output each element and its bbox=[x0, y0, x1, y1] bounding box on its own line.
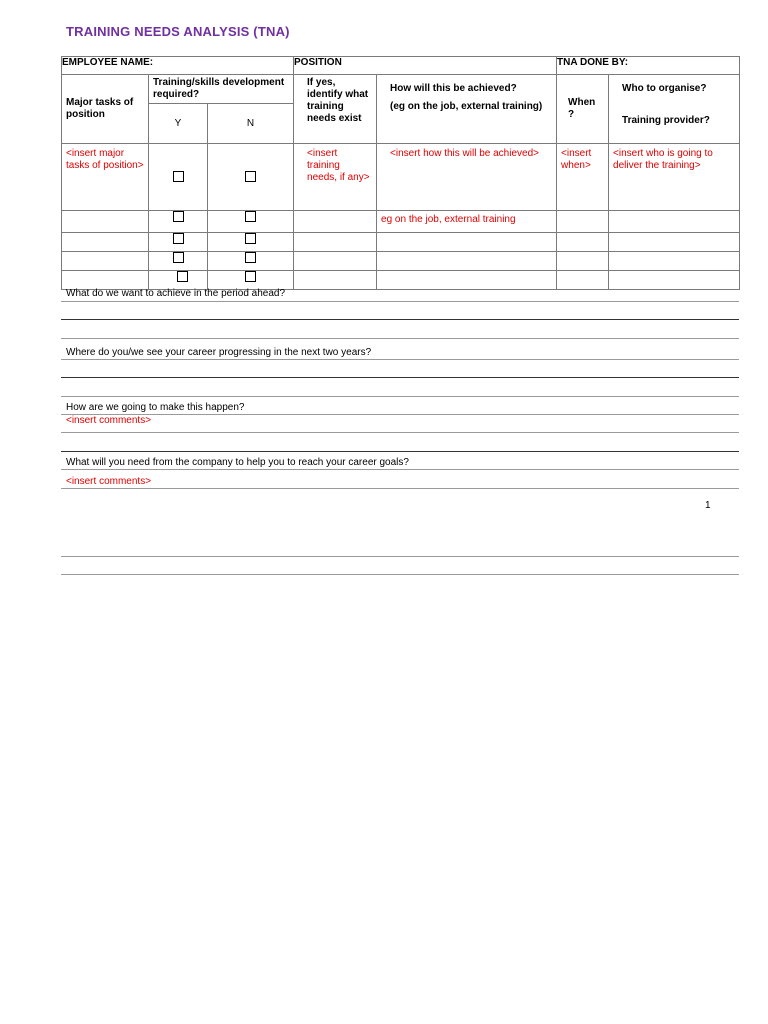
training-provider-title: Training provider? bbox=[622, 115, 710, 126]
checkbox-y-4[interactable] bbox=[173, 252, 184, 263]
how-achieved-placeholder[interactable]: <insert how this will be achieved> bbox=[377, 144, 557, 211]
checkbox-y-5[interactable] bbox=[177, 271, 188, 282]
position-label: POSITION bbox=[294, 57, 557, 75]
cell[interactable] bbox=[377, 252, 557, 271]
checkbox-n-3[interactable] bbox=[245, 233, 256, 244]
page-title: TRAINING NEEDS ANALYSIS (TNA) bbox=[66, 24, 290, 39]
answer-line[interactable] bbox=[61, 338, 739, 339]
checkbox-y-1[interactable] bbox=[173, 171, 184, 182]
cell[interactable] bbox=[294, 211, 377, 233]
cell[interactable] bbox=[609, 271, 740, 290]
cell[interactable] bbox=[62, 233, 149, 252]
who-placeholder[interactable]: <insert who is going to deliver the training> bbox=[609, 144, 740, 211]
cell[interactable] bbox=[557, 233, 609, 252]
question-make-happen: How are we going to make this happen? bbox=[66, 402, 245, 413]
checkbox-y-3[interactable] bbox=[173, 233, 184, 244]
tna-done-by-label: TNA DONE BY: bbox=[557, 57, 740, 75]
checkbox-cell-y bbox=[149, 144, 208, 211]
col-n-header: N bbox=[208, 104, 294, 144]
col-who-header bbox=[609, 75, 740, 144]
checkbox-cell-n bbox=[208, 233, 294, 252]
cell[interactable] bbox=[377, 271, 557, 290]
training-needs-placeholder[interactable]: <insert training needs, if any> bbox=[294, 144, 377, 211]
cell[interactable] bbox=[294, 271, 377, 290]
answer-line[interactable] bbox=[61, 488, 739, 489]
major-tasks-placeholder[interactable]: <insert major tasks of position> bbox=[62, 144, 149, 211]
answer-line[interactable] bbox=[61, 574, 739, 575]
col-if-yes-header: If yes, identify what training needs exist bbox=[294, 75, 377, 144]
tna-table bbox=[61, 56, 740, 290]
how-achieved-title: How will this be achieved? bbox=[390, 83, 517, 94]
employee-name-label: EMPLOYEE NAME: bbox=[62, 57, 294, 75]
cell[interactable] bbox=[62, 252, 149, 271]
answer-line[interactable] bbox=[61, 301, 739, 302]
answer-line[interactable] bbox=[61, 377, 739, 378]
checkbox-cell-y bbox=[149, 233, 208, 252]
cell[interactable] bbox=[609, 233, 740, 252]
table-row bbox=[62, 271, 740, 290]
cell[interactable] bbox=[609, 252, 740, 271]
col-major-tasks-header: Major tasks of position bbox=[62, 75, 149, 144]
answer-line[interactable] bbox=[61, 414, 739, 415]
cell[interactable] bbox=[62, 271, 149, 290]
checkbox-cell-n bbox=[208, 144, 294, 211]
answer-line[interactable] bbox=[61, 556, 739, 557]
page-number: 1 bbox=[705, 500, 711, 511]
checkbox-n-2[interactable] bbox=[245, 211, 256, 222]
cell[interactable] bbox=[377, 233, 557, 252]
question-achieve-period: What do we want to achieve in the period ahead? bbox=[66, 288, 286, 299]
question-company-help: What will you need from the company to help you to reach your career goals? bbox=[66, 457, 409, 468]
col-training-required-header: Training/skills development required? bbox=[149, 75, 294, 104]
question-career-progress: Where do you/we see your career progressing in the next two years? bbox=[66, 347, 372, 358]
col-how-achieved-header bbox=[377, 75, 557, 144]
when-placeholder[interactable]: <insert when> bbox=[557, 144, 609, 211]
checkbox-n-1[interactable] bbox=[245, 171, 256, 182]
checkbox-cell-n bbox=[208, 252, 294, 271]
table-row bbox=[62, 211, 740, 233]
answer-line[interactable] bbox=[61, 451, 739, 452]
answer-line[interactable] bbox=[61, 469, 739, 470]
answer-line[interactable] bbox=[61, 396, 739, 397]
cell[interactable] bbox=[62, 211, 149, 233]
cell[interactable] bbox=[557, 271, 609, 290]
checkbox-n-5[interactable] bbox=[245, 271, 256, 282]
checkbox-y-2[interactable] bbox=[173, 211, 184, 222]
how-achieved-example[interactable]: eg on the job, external training bbox=[377, 211, 557, 233]
cell[interactable] bbox=[557, 252, 609, 271]
who-organise-title: Who to organise? bbox=[622, 83, 707, 94]
col-when-header: When ? bbox=[557, 75, 609, 144]
checkbox-cell-y bbox=[149, 252, 208, 271]
how-achieved-subtitle: (eg on the job, external training) bbox=[390, 101, 543, 112]
col-y-header: Y bbox=[149, 104, 208, 144]
answer-line[interactable] bbox=[61, 319, 739, 320]
table-row bbox=[62, 233, 740, 252]
cell[interactable] bbox=[609, 211, 740, 233]
answer-line[interactable] bbox=[61, 359, 739, 360]
checkbox-cell-y bbox=[149, 211, 208, 233]
cell[interactable] bbox=[294, 252, 377, 271]
checkbox-cell-n bbox=[208, 211, 294, 233]
cell[interactable] bbox=[557, 211, 609, 233]
table-row bbox=[62, 252, 740, 271]
checkbox-cell-n bbox=[208, 271, 294, 290]
comments-placeholder-1[interactable]: <insert comments> bbox=[66, 415, 152, 426]
answer-line[interactable] bbox=[61, 432, 739, 433]
comments-placeholder-2[interactable]: <insert comments> bbox=[66, 476, 152, 487]
cell[interactable] bbox=[294, 233, 377, 252]
checkbox-n-4[interactable] bbox=[245, 252, 256, 263]
checkbox-cell-y bbox=[149, 271, 208, 290]
table-row bbox=[62, 144, 740, 211]
